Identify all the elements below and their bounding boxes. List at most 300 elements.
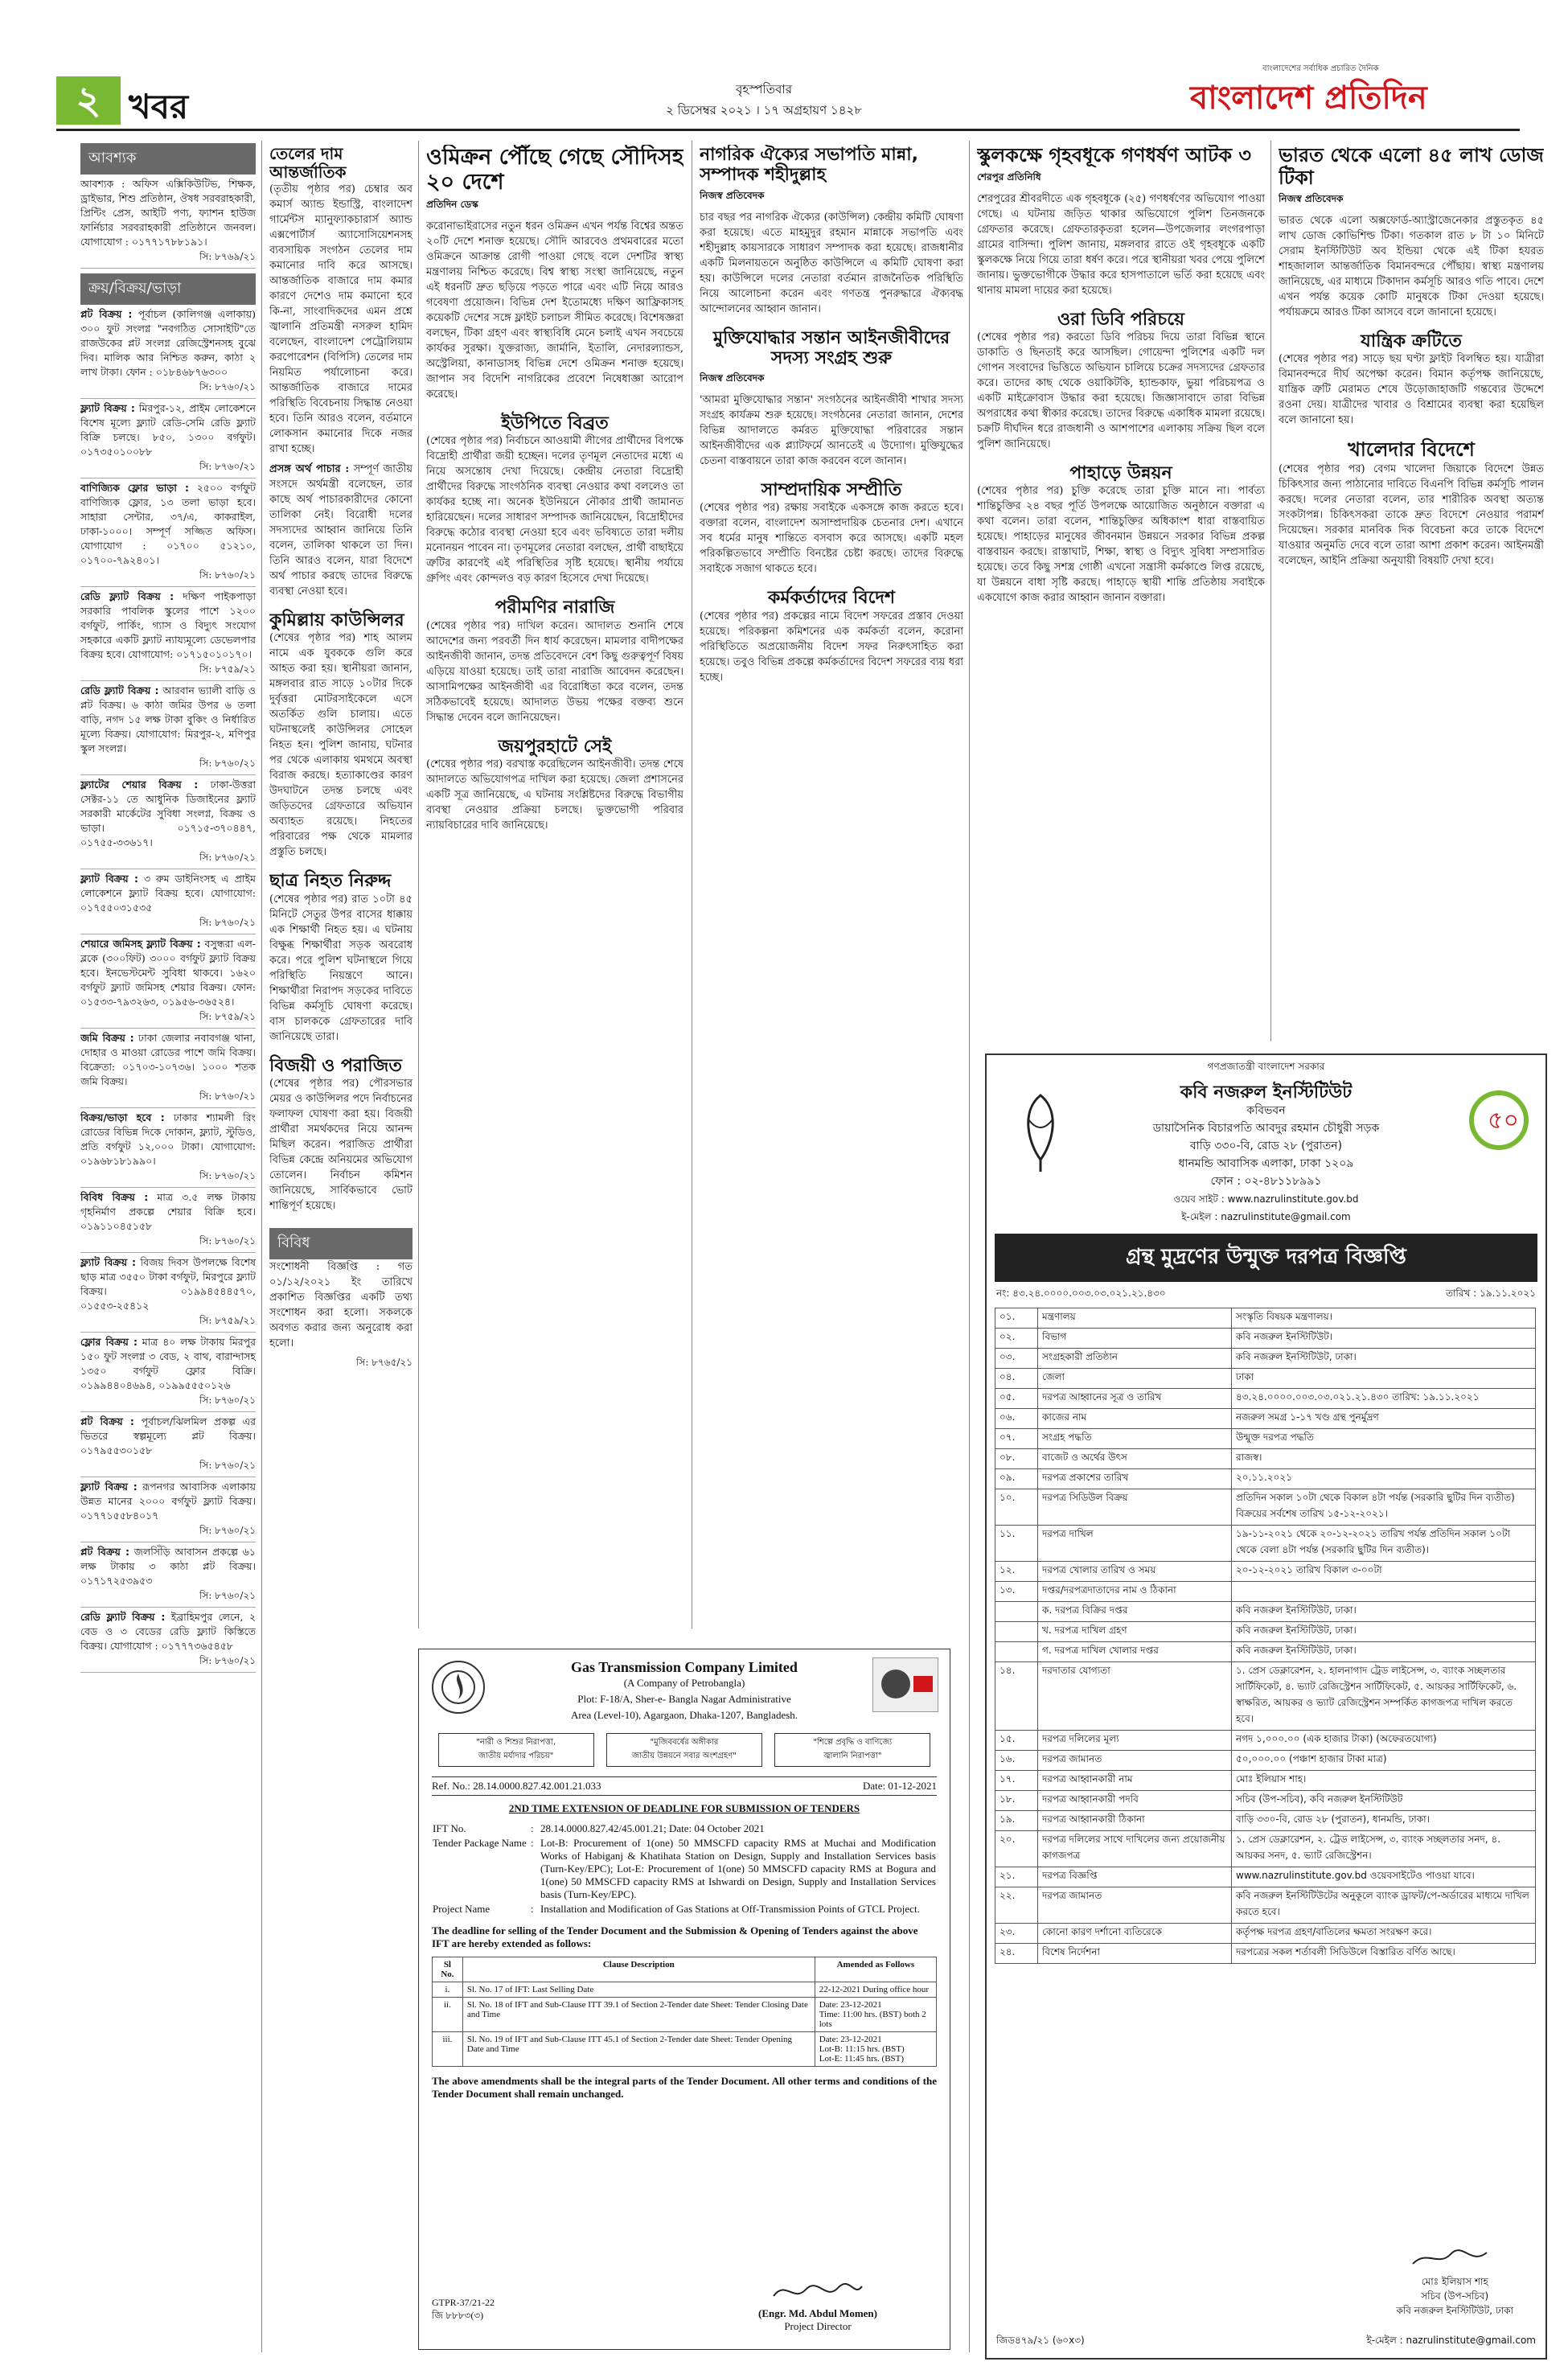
section-title: খবর	[129, 87, 189, 126]
tender-cell-k: বিভাগ	[1038, 1329, 1232, 1349]
tender-cell-n: ১৬.	[995, 1751, 1038, 1771]
tender-row	[995, 1622, 1536, 1642]
communal-body: (শেষের পৃষ্ঠার পর) রক্ষায় সবাইকে একসঙ্গে কাজ করতে হবে। বক্তারা বলেন, বাংলাদেশ অসাম্প্রদায়িক চেতনার দেশ। এখানে সব ধর্মের মানুষ শান্তিতে বসবাস করে আসছে। একটি মহল পরিকল্পিতভাবে সম্প্রীতি বিনষ্টের চেষ্টা করছে। তাদের বিরুদ্ধে সবাইকে সজাগ থাকতে হবে।	[700, 502, 963, 576]
mechanical-headline: যান্ত্রিক ক্রটিতে	[1361, 331, 1462, 352]
classified-list	[80, 305, 256, 1673]
tender-cell-v: ২০-১২-২০২১ তারিখ বিকাল ৩-০০টা	[1232, 1562, 1536, 1582]
tender-cell-v: ১৯-১১-২০২১ থেকে ২০-১২-২০২১ তারিখ পর্যন্ত প্রতিদিন সকাল ১০টা থেকে বেলা ৪টা পর্যন্ত (সরকারি ছুটির দিন ব্যতীত)।	[1232, 1526, 1536, 1562]
tender-row	[995, 1924, 1536, 1944]
tender-cell-k: দরপত্র সিডিউল বিক্রয়	[1038, 1489, 1232, 1526]
column-five	[977, 145, 1265, 1045]
tender-row	[995, 1831, 1536, 1867]
classified-text: রূপনগর আবাসিক এলাকায় উন্নত মানের ২০০০ বর্গফুট ফ্ল্যাট বিক্রয়। ০১৭৭১৫৫৮৪০১৭	[80, 1481, 256, 1522]
gtcl-cell-amend: Date: 23-12-2021 Time: 11:00 hrs. (BST) both 2 lots	[815, 1998, 936, 2032]
nazrul-tender-ad	[985, 1054, 1547, 2360]
ift-label: IFT No.	[433, 1822, 466, 1834]
tender-table	[995, 1308, 1536, 1964]
tender-cell-k: দরপত্র আহ্বানকারী নাম	[1038, 1771, 1232, 1791]
tender-cell-n: ১৫.	[995, 1731, 1038, 1751]
classified-item	[80, 587, 256, 681]
svg-text:৫০: ৫০	[1488, 1107, 1519, 1135]
needed-ad	[80, 175, 256, 269]
tender-row	[995, 1389, 1536, 1409]
classified-title: প্লট বিক্রয় :	[80, 1546, 129, 1558]
column-three	[426, 145, 683, 1641]
tender-cell-k: দরপত্র আহ্বানের সূত্র ও তারিখ	[1038, 1389, 1232, 1409]
hill-headline: পাহাড়ে উন্নয়ন	[1069, 462, 1172, 483]
tender-inst: কবি নজরুল ইনস্টিটিউট	[1180, 1082, 1353, 1103]
tender-row	[995, 1369, 1536, 1389]
gtcl-cell-amend: Date: 23-12-2021 Lot-B: 11:15 hrs. (BST) Lot-E: 11:45 hrs. (BST)	[815, 2032, 936, 2067]
freedom-body: 'আমরা মুক্তিযোদ্ধার সন্তান' সংগঠনের আইনজীবী শাখার সদস্য সংগ্রহ কার্যক্রম শুরু হয়েছে। সংগঠনের নেতারা জানান, দেশের বিভিন্ন আদালতে কর্মরত মুক্তিযোদ্ধা পরিবারের সন্তান আইনজীবীদের এক প্ল্যাটফর্মে আনতেই এ উদ্যোগ। মুক্তিযুদ্ধের চেতনা বাস্তবায়নে তারা কাজ করবেন বলে জানান।	[700, 394, 963, 468]
india-headline: ভারত থেকে এলো ৪৫ লাখ ডোজ টিকা	[1279, 145, 1544, 189]
pkg-value: Lot-B: Procurement of 1(one) 50 MMSCFD capacity RMS at Muchai and Modification Works of Habiganj & Khatihata Station on Design, Supply and Installation Services basis (Turn-Key/EPC); Lot-E: Procurement of 1(one) 50 MMSCFD capacity RMS at Bogura and 1(one) 50 MMSCFD capacity RMS at Ishwardi on Design, Supply and Installation Services basis (Turn-Key/EPC).	[540, 1837, 936, 1900]
tender-cell-v: ৪৩.২৪.০০০০.০০৩.০৩.০২১.২১.৪৩০ তারিখ: ১৯.১১.২০২১	[1232, 1389, 1536, 1409]
tender-row	[995, 1662, 1536, 1731]
classified-title: বিবিধ বিক্রয় :	[80, 1191, 149, 1203]
omicron-body: করোনাভাইরাসের নতুন ধরন ওমিক্রন এখন পর্যন্ত বিশ্বের অন্তত ২০টি দেশে শনাক্ত হয়েছে। সৌদি আরবেও প্রথমবারের মতো ওমিক্রনে আক্রান্ত রোগী পাওয়া গেছে বলে দেশটির স্বাস্থ্য মন্ত্রণালয় নিশ্চিত করেছে। বিশ্ব স্বাস্থ্য সংস্থা জানিয়েছে, নতুন এই ধরনটি দ্রুত ছড়িয়ে পড়তে পারে এবং এটি নিয়ে আরও গবেষণা প্রয়োজন। বিভিন্ন দেশ ইতোমধ্যে দক্ষিণ আফ্রিকাসহ কয়েকটি দেশের সঙ্গে ফ্লাইট চলাচল সীমিত করেছে। বিশেষজ্ঞরা বলছেন, টিকা গ্রহণ এবং স্বাস্থ্যবিধি মেনে চলাই এখন সবচেয়ে কার্যকর সুরক্ষা। যুক্তরাজ্য, জার্মানি, ইতালি, নেদারল্যান্ডস, অস্ট্রেলিয়া, কানাডাসহ বিভিন্ন দেশে ওমিক্রন শনাক্ত হয়েছে। জাপান সব বিদেশি নাগরিকের প্রবেশে নিষেধাজ্ঞা আরোপ করেছে।	[426, 220, 683, 401]
ovi-headline: ওরা ডিবি পরিচয়ে	[1057, 309, 1185, 330]
classified-ref: সি: ৮৭৬০/২১	[199, 569, 256, 581]
tender-row	[995, 1887, 1536, 1924]
dateline	[515, 79, 1013, 121]
tender-row	[995, 1771, 1536, 1791]
mujib-logo-icon	[872, 1657, 938, 1712]
column-rule	[261, 141, 262, 2352]
mechanical-body: (শেষের পৃষ্ঠার পর) সাড়ে ছয় ঘণ্টা ফ্লাইট বিলম্বিত হয়। যাত্রীরা বিমানবন্দরে দীর্ঘ অপেক্ষা করেন। বিমান কর্তৃপক্ষ জানিয়েছে, যান্ত্রিক ত্রুটি মেরামত শেষে উড়োজাহাজটি গন্তব্যের উদ্দেশে রওনা দেয়। যাত্রীদের খাবার ও বিশ্রামের ব্যবস্থা করা হয়েছিল বলে জানানো হয়।	[1279, 353, 1544, 427]
tender-title: গ্রন্থ মুদ্রণের উন্মুক্ত দরপত্র বিজ্ঞপ্তি	[995, 1234, 1537, 1282]
oil-sub: প্রসঙ্গ অর্থ পাচার :	[269, 463, 350, 475]
sale-label: ক্রয়/বিক্রয়/ভাড়া	[80, 273, 256, 305]
column-six	[1279, 145, 1544, 1045]
school-byline: শেরপুর প্রতিনিধি	[977, 170, 1041, 183]
classified-ref: সি: ৮৭৬০/২১	[199, 758, 256, 769]
needed-ref: সি: ৮৭৬৯/২১	[199, 251, 256, 262]
column-rule	[1270, 141, 1271, 1041]
gtcl-table-header: Amended as Follows	[815, 1957, 936, 1982]
tender-cell-v: উন্মুক্ত দরপত্র পদ্ধতি	[1232, 1429, 1536, 1449]
classified-title: ফ্ল্যাটের শেয়ার বিক্রয় :	[80, 778, 199, 791]
classified-title: ফ্ল্যাট বিক্রয় :	[80, 1481, 138, 1493]
classified-item	[80, 869, 256, 934]
classified-text: মাত্র ৩.৫ লক্ষ টাকায় গৃহনির্মাণ প্রকল্পে শেয়ার বিক্রি হবে। ০১৯১১০৪৫১৫৮	[80, 1191, 256, 1232]
tender-signer: মোঃ ইলিয়াস শাহ	[1421, 2276, 1488, 2287]
tender-cell-k: জেলা	[1038, 1369, 1232, 1389]
tender-cell-v: প্রতিদিন সকাল ১০টা থেকে বিকাল ৪টা পর্যন্ত (সরকারি ছুটির দিন ব্যতীত) বিক্রয়ের সর্বশেষ তারিখ ১৫-১২-২০২১।	[1232, 1489, 1536, 1526]
gtcl-table-row	[433, 1998, 937, 2032]
tender-cell-n: ২৩.	[995, 1924, 1038, 1944]
classified-ref: সি: ৮৭৬০/২১	[199, 1460, 256, 1471]
classified-ref: সি: ৮৭৬০/২১	[199, 852, 256, 863]
tender-cell-n: ১৭.	[995, 1771, 1038, 1791]
tender-row	[995, 1562, 1536, 1582]
classified-title: ফ্লোর বিক্রয় :	[80, 1336, 138, 1348]
unity-headline: নাগরিক ঐক্যের সভাপতি মান্না, সম্পাদক শহীদুল্লাহ	[700, 145, 919, 186]
tender-cell-n: ১৯.	[995, 1811, 1038, 1831]
gtcl-title: 2ND TIME EXTENSION OF DEADLINE FOR SUBMISSION OF TENDERS	[508, 1802, 860, 1814]
needed-label: আবশ্যক	[80, 143, 256, 175]
tender-cell-n: ০৬.	[995, 1409, 1038, 1429]
classified-title: ফ্ল্যাট বিক্রয় :	[80, 402, 135, 414]
tender-cell-k: সংগ্রহকারী প্রতিষ্ঠান	[1038, 1349, 1232, 1369]
comilla-body: (শেষের পৃষ্ঠার পর) শাহ আলম নামে এক যুবককে গুলি করে আহত করা হয়। স্থানীয়রা জানান, মঙ্গলবার রাত সাড়ে ১০টার দিকে দুর্বৃত্তরা মোটরসাইকেলে এসে অতর্কিত গুলি চালায়। এতে ঘটনাস্থলেই কাউন্সিলর সোহেল নিহত হন। পুলিশ জানায়, ঘটনার পর থেকে এলাকায় থমথমে অবস্থা বিরাজ করছে। হত্যাকাণ্ডের কারণ উদঘাটনে তদন্ত চলছে এবং জড়িতদের গ্রেফতারে অভিযান অব্যাহত রয়েছে। নিহতের পরিবারের পক্ষ থেকে মামলার প্রস্তুতি চলছে।	[269, 632, 413, 859]
classified-item	[80, 1029, 256, 1108]
tender-row	[995, 1867, 1536, 1887]
tender-cell-n: ১০.	[995, 1489, 1038, 1526]
tender-cell-k: দপ্তর/দরপত্রদাতাদের নাম ও ঠিকানা	[1038, 1582, 1232, 1602]
tender-cell-k: খ. দরপত্র দাখিল গ্রহণ	[1038, 1622, 1232, 1642]
tender-cell-k: কাজের নাম	[1038, 1409, 1232, 1429]
tender-cell-k: দরপত্র আহ্বানকারী ঠিকানা	[1038, 1811, 1232, 1831]
classified-item	[80, 305, 256, 399]
ovi-body: (শেষের পৃষ্ঠার পর) করতো ডিবি পরিচয় দিয়ে তারা বিভিন্ন স্থানে ডাকাতি ও ছিনতাই করে আসছিল। গোয়েন্দা পুলিশের একটি দল গোপন সংবাদের ভিত্তিতে অভিযান চালিয়ে চক্রের সদস্যদের গ্রেফতার করে। তাদের কাছ থেকে ওয়াকিটকি, হ্যান্ডকাফ, ভুয়া পরিচয়পত্র ও একটি মাইক্রোবাস উদ্ধার করা হয়েছে। জিজ্ঞাসাবাদে তারা বিভিন্ন অপরাধের কথা স্বীকার করেছে। তাদের বিরুদ্ধে একাধিক মামলা রয়েছে। চক্রটি দীর্ঘদিন ধরে রাজধানী ও আশপাশের এলাকায় সক্রিয় ছিল বলে পুলিশ জানিয়েছে।	[977, 331, 1265, 450]
tender-cell-v: কবি নজরুল ইনস্টিটিউট, ঢাকা।	[1232, 1642, 1536, 1662]
tender-memo-date: তারিখ : ১৯.১১.২০২১	[1445, 1288, 1536, 1299]
tender-cell-n	[995, 1642, 1038, 1662]
tender-cell-n: ০৯.	[995, 1469, 1038, 1489]
tender-cell-v	[1232, 1582, 1536, 1602]
tender-email-line: ই-মেইল : nazrulinstitute@gmail.com	[1366, 2335, 1536, 2346]
gtcl-table-row	[433, 2032, 937, 2067]
tender-cell-n: ১২.	[995, 1562, 1038, 1582]
classified-text: দক্ষিণ পাইকপাড়া সরকারি পাবলিক স্কুলের পাশে ১২০০ বর্গফুট, পার্কিং, গ্যাস ও বিদ্যুৎ সংযোগ সহকারে একটি ফ্ল্যাট ন্যায্যমূল্যে ডেভেলপার বিক্রয় হবে। যোগাযোগ: ০১৭১৫০১০১৭০।	[80, 590, 256, 660]
tender-row	[995, 1489, 1536, 1526]
tender-addr3: ধানমন্ডি আবাসিক এলাকা, ঢাকা ১২০৯	[1178, 1157, 1354, 1170]
classified-item	[80, 1608, 256, 1673]
tender-cell-v: বাড়ি ৩৩০-বি, রোড ২৮ (পুরাতন), ধানমন্ডি, ঢাকা।	[1232, 1811, 1536, 1831]
tender-cell-n: ০১.	[995, 1308, 1038, 1329]
signature-icon	[770, 2280, 866, 2304]
hill-body: (শেষের পৃষ্ঠার পর) চুক্তি করেছে তারা চুক্তি মানে না। পার্বত্য শান্তিচুক্তির ২৪ বছর পূর্তি উপলক্ষে আয়োজিত অনুষ্ঠানে বক্তারা এ কথা বলেন। তারা বলেন, শান্তিচুক্তির অধিকাংশ ধারা বাস্তবায়িত হয়েছে। পাহাড়ের মানুষের জীবনমান উন্নয়নে সরকার বিভিন্ন প্রকল্প বাস্তবায়ন করছে। রাস্তাঘাট, শিক্ষা, স্বাস্থ্য ও বিদ্যুৎ সুবিধা সম্প্রসারিত হয়েছে। তবে কিছু সশস্ত্র গোষ্ঠী এখনো সন্ত্রাসী কর্মকাণ্ডে লিপ্ত রয়েছে, যা উন্নয়নে বাধা সৃষ্টি করছে। পাহাড়ে স্থায়ী শান্তি প্রতিষ্ঠায় সবাইকে একযোগে কাজ করার আহ্বান জানান বক্তারা।	[977, 485, 1265, 605]
gtcl-deadline-text: The deadline for selling of the Tender Document and the Submission & Opening of Tenders against the above IFT are hereby extended as follows:	[432, 1924, 918, 1949]
tender-cell-k: দরদাতার যোগ্যতা	[1038, 1662, 1232, 1731]
classified-title: ফ্ল্যাট বিক্রয় :	[80, 873, 138, 885]
tender-cell-k: দরপত্র দাখিল	[1038, 1526, 1232, 1562]
tender-addr2: বাড়ি ৩৩০-বি, রোড ২৮ (পুরাতন)	[1189, 1140, 1343, 1152]
classified-title: ফ্ল্যাট বিক্রয় :	[80, 1256, 137, 1268]
tender-cell-n: ১৩.	[995, 1582, 1038, 1602]
tender-cell-k: ক. দরপত্র বিক্রির দপ্তর	[1038, 1602, 1232, 1622]
gtcl-details: IFT No. : 28.14.0000.827.42/45.001.21; Date: 04 October 2021 Tender Package Name : Lot-B: Procurement of 1(one) 50 MMSCFD capacity RMS at Muchai and Modification Works of Habiganj & Khatihata Station on Design, Supply and Installation Services basis (Turn-Key/EPC); Lot-E: Procurement of 1(one) 50 MMSCFD capacity RMS at Bogura and 1(one) 50 MMSCFD capacity RMS at Ishwardi on Design, Supply and Installation Services basis (Turn-Key/EPC). Project Name : Installation and Modification of Gas Stations at Off-Transmission Points of GTCL Project.	[433, 1822, 936, 1915]
pkg-label: Tender Package Name	[433, 1837, 527, 1849]
gtcl-logo-icon	[432, 1661, 485, 1714]
classified-item	[80, 1333, 256, 1412]
tender-cell-n: ০৮.	[995, 1449, 1038, 1469]
tender-cell-k: বাজেট ও অর্থের উৎস	[1038, 1449, 1232, 1469]
classified-ref: সি: ৮৭৬০/২১	[199, 1590, 256, 1601]
tender-cell-v: ১. প্রেস ডেক্লারেশন, ২. ট্রেড লাইসেন্স, ৩. ব্যাংক সচ্ছলতার সনদ, ৪. আয়কর সনদ, ৫. ভ্যাট রেজিস্ট্রেশন।	[1232, 1831, 1536, 1867]
tender-signer-inst: কবি নজরুল ইনস্টিটিউট, ঢাকা	[1396, 2305, 1513, 2316]
column-rule	[969, 141, 970, 2352]
tender-cell-n: ২৪.	[995, 1944, 1038, 1964]
tender-cell-v: সংস্কৃতি বিষয়ক মন্ত্রণালয়।	[1232, 1308, 1536, 1329]
classified-ref: সি: ৮৭৬০/২১	[199, 917, 256, 928]
victory-body: (শেষের পৃষ্ঠার পর) পৌরসভার মেয়র ও কাউন্সিলর পদে নির্বাচনের ফলাফল ঘোষণা করা হয়। বিজয়ী প্রার্থীরা সমর্থকদের নিয়ে আনন্দ মিছিল করেন। পরাজিত প্রার্থীরা বিভিন্ন কেন্দ্রে অনিয়মের অভিযোগ তোলেন। নির্বাচন কমিশন জানিয়েছে, সার্বিকভাবে ভোট শান্তিপূর্ণ হয়েছে।	[269, 1077, 413, 1212]
gtcl-date: Date: 01-12-2021	[862, 1780, 937, 1792]
tender-cell-v: নগদ ১,০০০.০০ (এক হাজার টাকা) (অফেরতযোগ্য)	[1232, 1731, 1536, 1751]
tender-cell-k: গ. দরপত্র দাখিল খোলার দপ্তর	[1038, 1642, 1232, 1662]
gtcl-cell-sl: ii.	[433, 1998, 463, 2032]
classified-text: ঢাকা জেলার নবাবগঞ্জ থানা, দোহার ও মাওয়া রোডের পাশে জমি বিক্রয়। বিক্রেতা: ০১৭০৩-১০৭৩৬। ১০০০ শতক জমি বিক্রয়।	[80, 1032, 256, 1087]
tender-cell-k: দরপত্র বিজ্ঞপ্তি	[1038, 1867, 1232, 1887]
classified-title: জমি বিক্রয় :	[80, 1032, 134, 1044]
classified-item	[80, 399, 256, 478]
school-body: শেরপুরের শ্রীবরদীতে এক গৃহবধূকে (২৫) গণধর্ষণের অভিযোগ পাওয়া গেছে। এ ঘটনায় জড়িত থাকার অভিযোগে পুলিশ তিনজনকে গ্রেফতার করেছে। গ্রেফতারকৃতরা হলেন—উপজেলার লংগরপাড়া গ্রামের বাসিন্দা। পুলিশ জানায়, মঙ্গলবার রাতে ওই গৃহবধূকে একটি স্কুলকক্ষে নিয়ে গিয়ে তারা ধর্ষণ করে। পরে স্থানীয়রা খবর পেয়ে পুলিশে জানায়। ভুক্তভোগীকে উদ্ধার করে হাসপাতালে ভর্তি করা হয়েছে এবং থানায় মামলা দায়ের করা হয়েছে।	[977, 192, 1265, 297]
classified-ref: সি: ৮৭৬০/২১	[199, 1525, 256, 1536]
tender-cell-n: ০৫.	[995, 1389, 1038, 1409]
gtcl-table-row	[433, 1982, 937, 1998]
gtcl-cell-amend: 22-12-2021 During office hour	[815, 1982, 936, 1998]
tender-cell-n: ১৪.	[995, 1662, 1038, 1731]
classified-item	[80, 1188, 256, 1253]
student-body: (শেষের পৃষ্ঠার পর) রাত ১০টা ৪৫ মিনিটে সেতুর উপর বাসের ধাক্কায় এক শিক্ষার্থী নিহত হয়। এ ঘটনায় বিক্ষুব্ধ শিক্ষার্থীরা সড়ক অবরোধ করে। পরে পুলিশ ঘটনাস্থলে গিয়ে পরিস্থিতি নিয়ন্ত্রণে আনে। শিক্ষার্থীরা নিরাপদ সড়কের দাবিতে বিভিন্ন কর্মসূচি ঘোষণা করেছে। বাস চালককে গ্রেফতারের দাবি জানিয়েছে তারা।	[269, 893, 413, 1043]
comilla-headline: কুমিল্লায় কাউন্সিলর	[269, 610, 404, 630]
joypurhat-body: (শেষের পৃষ্ঠার পর) বরখাস্ত করেছিলেন আইনজীবী। তদন্ত শেষে আদালতে অভিযোগপত্র দাখিল করা হয়েছে। জেলা প্রশাসনের একটি সূত্র জানিয়েছে, এ ঘটনায় সংশ্লিষ্টদের বিরুদ্ধে বিভাগীয় ব্যবস্থা নেওয়ার প্রক্রিয়া চলছে। ভুক্তভোগী পরিবার ন্যায়বিচারের দাবি জানিয়েছে।	[426, 758, 683, 832]
tender-row	[995, 1811, 1536, 1831]
day: বৃহস্পতিবার	[736, 82, 792, 97]
omicron-headline: ওমিক্রন পৌঁছে গেছে সৌদিসহ ২০ দেশে	[426, 145, 683, 195]
tender-cell-v: ১. প্রেস ডেক্লারেশন, ২. হালনাগাদ ট্রেড লাইসেন্স, ৩. ব্যাংক সচ্ছলতার সার্টিফিকেট, ৪. ভ্যাট রেজিস্ট্রেশন সার্টিফিকেট, ৫. আয়কর সার্টিফিকেট, ৬. স্বাক্ষরিত, আয়কর ও ভ্যাট রেজিস্ট্রেশন সম্পর্কিত কাগজপত্র দাখিল করতে হবে।	[1232, 1662, 1536, 1731]
tender-cell-v: কবি নজরুল ইনস্টিটিউট, ঢাকা।	[1232, 1349, 1536, 1369]
brand-logo: বাংলাদেশ প্রতিদিন	[1190, 80, 1427, 117]
gtcl-address2: Area (Level-10), Agargaon, Dhaka-1207, Bangladesh.	[570, 1709, 798, 1721]
tender-cell-n: ০৪.	[995, 1369, 1038, 1389]
tender-cell-k: দরপত্র আহ্বানকারী পদবি	[1038, 1791, 1232, 1811]
tender-cell-v: কর্তৃপক্ষ দরপত্র গ্রহণ/বাতিলের ক্ষমতা সংরক্ষণ করে।	[1232, 1924, 1536, 1944]
classified-text: ইব্রাহিমপুর লেনে, ২ বেড ও ৩ বেডের রেডি ফ্ল্যাট কিস্তিতে বিক্রয়। যোগাযোগ : ০১৭৭৭৩৬৫৪৫৮	[80, 1611, 256, 1652]
oil-body: (তৃতীয় পৃষ্ঠার পর) চেম্বার অব কমার্স অ্যান্ড ইন্ডাস্ট্রি, বাংলাদেশ গার্মেন্টস ম্যানুফ্যাকচারার্স অ্যান্ড এক্সপোর্টার্স অ্যাসোসিয়েশনসহ ব্যবসায়িক সংগঠন তেলের দাম কমানোর দাবি করে আসছে। আন্তর্জাতিক বাজারে দাম কমার কারণে দেশেও দাম কমানো হবে কি-না, সাংবাদিকদের এমন প্রশ্নে জ্বালানি প্রতিমন্ত্রী নসরুল হামিদ বলেছেন, বাংলাদেশ পেট্রোলিয়াম করপোরেশন (বিপিসি) তেলের দাম নিয়মিত পর্যালোচনা করে। আন্তর্জাতিক বাজারে দামের পরিস্থিতি বিবেচনায় সিদ্ধান্ত নেওয়া হবে। তিনি আরও বলেন, বর্তমানে লোকসান কমানোর দিকে নজর রাখা হচ্ছে। প্রসঙ্গ অর্থ পাচার : সম্পূর্ণ জাতীয় সংসদে অর্থমন্ত্রী বলেছেন, তার কাছে অর্থ পাচারকারীদের কোনো তালিকা নেই। বিরোধী দলের সদস্যদের আহ্বান জানিয়ে তিনি বলেন, তালিকা থাকলে তা দিন। তিনি আরও বলেন, যারা বিদেশে অর্থ পাচার করছে তাদের বিরুদ্ধে ব্যবস্থা নেওয়া হবে।	[269, 183, 413, 598]
khaleda-headline: খালেদার বিদেশে	[1348, 438, 1475, 462]
gtcl-cell-desc: Sl. No. 17 of IFT: Last Selling Date	[462, 1982, 815, 1998]
tender-cell-k: সংগ্রহ পদ্ধতি	[1038, 1429, 1232, 1449]
tender-cell-n: ২২.	[995, 1887, 1038, 1924]
tender-gov-line: গণপ্রজাতন্ত্রী বাংলাদেশ সরকার	[1207, 1061, 1325, 1072]
classified-item	[80, 681, 256, 775]
poribesh-body: (শেষের পৃষ্ঠার পর) দাখিল করেন। আদালত শুনানি শেষে আদেশের জন্য পরবর্তী দিন ধার্য করেছেন। মামলার বাদীপক্ষের আইনজীবী জানান, তদন্ত প্রতিবেদনে বেশ কিছু গুরুত্বপূর্ণ বিষয় এড়িয়ে যাওয়া হয়েছে। তাই তারা নারাজি আবেদন করেছেন। আসামিপক্ষের আইনজীবী এর বিরোধিতা করে বলেন, তদন্ত সঠিকভাবেই হয়েছে। আদালত উভয় পক্ষের বক্তব্য শুনে সিদ্ধান্ত দেবেন বলে জানিয়েছেন।	[426, 619, 683, 724]
tender-cell-n: ০৩.	[995, 1349, 1038, 1369]
classified-title: প্লট বিক্রয় :	[80, 308, 133, 320]
tender-cell-k: কোনো কারণ দর্শানো ব্যতিরেকে	[1038, 1924, 1232, 1944]
tender-gd: জিড৪৭৯/২১ (৬০x৩)	[996, 2335, 1085, 2346]
classified-title: বিক্রয়/ভাড়া হবে :	[80, 1111, 165, 1123]
tender-cell-v: কবি নজরুল ইনস্টিটিউট।	[1232, 1329, 1536, 1349]
gtcl-subtitle: (A Company of Petrobangla)	[623, 1677, 745, 1689]
gtcl-company: Gas Transmission Company Limited	[571, 1659, 798, 1675]
tender-cell-n: ২০.	[995, 1831, 1038, 1867]
gtcl-slogan: "নারী ও শিশুর নিরাপত্তা, জাতীয় মর্যাদার পরিচয়"	[438, 1733, 594, 1767]
classified-title: রেডি ফ্ল্যাট বিক্রয় :	[80, 1611, 166, 1623]
tender-cell-k: দরপত্র দলিলের সাথে দাখিলের জন্য প্রয়োজনীয় কাগজপত্র	[1038, 1831, 1232, 1867]
tender-row	[995, 1429, 1536, 1449]
omicron-byline: প্রতিদিন ডেস্ক	[426, 199, 478, 211]
classified-item	[80, 478, 256, 587]
classified-title: রেডি ফ্ল্যাট বিক্রয় :	[80, 684, 159, 696]
tender-cell-k: বিশেষ নির্দেশনা	[1038, 1944, 1232, 1964]
tender-row	[995, 1751, 1536, 1771]
khaleda-body: (শেষের পৃষ্ঠার পর) বেগম খালেদা জিয়াকে বিদেশে উন্নত চিকিৎসার জন্য পাঠানোর দাবিতে বিএনপি বিভিন্ন কর্মসূচি পালন করছে। দলের নেতারা বলেন, তার শারীরিক অবস্থা অত্যন্ত সংকটাপন্ন। চিকিৎসকরা তাকে দ্রুত বিদেশে নেওয়ার পরামর্শ দিয়েছেন। সরকার মানবিক দিক বিবেচনা করে তাকে বিদেশে যাওয়ার অনুমতি দেবে বলে তারা আশা প্রকাশ করেন। আইনমন্ত্রী বলেছেন, আইনি প্রক্রিয়া অনুযায়ী বিষয়টি দেখা হবে।	[1279, 463, 1544, 568]
tender-cell-v: নজরুল সমগ্র ১-১৭ খণ্ড গ্রন্থ পুনর্মুদ্রণ	[1232, 1409, 1536, 1429]
classified-ref: সি: ৮৭৫৯/২১	[199, 1315, 256, 1326]
gtcl-slogan: "মুজিববর্ষের অঙ্গীকার জাতীয় উন্নয়নে সবার অংশগ্রহণ"	[606, 1733, 762, 1767]
communal-headline: সাম্প্রদায়িক সম্প্রীতি	[761, 480, 902, 501]
classified-item	[80, 1542, 256, 1608]
tender-cell-v: কবি নজরুল ইনস্টিটিউট, ঢাকা।	[1232, 1602, 1536, 1622]
classified-title: রেডি ফ্ল্যাট বিক্রয় :	[80, 590, 174, 602]
classified-item	[80, 1253, 256, 1333]
classified-item	[80, 1108, 256, 1188]
workers-headline: কর্মকর্তাদের বিদেশ	[768, 588, 895, 609]
tender-row	[995, 1731, 1536, 1751]
classified-text: জলসিঁড়ি আবাসন প্রকল্পে ৬১ লক্ষ টাকায় ৩ কাঠা প্লট বিক্রয়। ০১৭১৭২৫৩৯৫৩	[80, 1546, 256, 1587]
page-number: ২	[56, 76, 121, 125]
classified-ref: সি: ৮৭৫৯/২১	[199, 1011, 256, 1022]
tender-row	[995, 1944, 1536, 1964]
classified-text: ঢাকার শ্যামলী রিং রোডের বিভিন্ন দিকে দোকান, ফ্ল্যাট, স্টুডিও, প্রতি বর্গফুট ১২,০০০ টাকা। যোগাযোগ: ০১৯৬৮১৮১৯৯০।	[80, 1111, 256, 1167]
signature-icon	[1406, 2246, 1503, 2270]
classified-text: ২৫০০ বর্গফুট বাণিজ্যিক ফ্লোর, ১৩ তলা ভাড়া হবে। সাহারা সেন্টার, ৩৭/এ, কাকরাইল, ঢাকা-১০০০। সম্পূর্ণ সজ্জিত অফিস। যোগাযোগ : ০১৭০০ ৫১২১০, ০১৭০০-৭৯২৪০১।	[80, 482, 256, 566]
gtcl-ref: Ref. No.: 28.14.0000.827.42.001.21.033	[432, 1780, 601, 1792]
workers-body: (শেষের পৃষ্ঠার পর) প্রকল্পের নামে বিদেশ সফরের প্রস্তাব দেওয়া হয়েছে। পরিকল্পনা কমিশনের এক কর্মকর্তা বলেন, করোনা পরিস্থিতিতে অপ্রয়োজনীয় বিদেশ সফর নিরুৎসাহিত করা হয়েছে। তবুও বিভিন্ন প্রকল্পে কর্মকর্তাদের বিদেশ সফরের ব্যয় ধরা হচ্ছে।	[700, 610, 963, 684]
tender-inst-sub: কবিভবন	[1246, 1104, 1286, 1117]
misc-label: বিবিধ	[269, 1228, 413, 1259]
freedom-byline: নিজস্ব প্রতিবেদক	[700, 372, 765, 384]
classified-text: পূর্বাচল/ঝিলমিল প্রকল্প এর ভিতরে স্বল্পমূল্যে প্লট বিক্রয়। ০১৭৯৫৫৩০১৫৮	[80, 1415, 256, 1456]
tender-row	[995, 1449, 1536, 1469]
column-two	[269, 145, 413, 2352]
classified-ref: সি: ৮৭৫৯/২১	[199, 663, 256, 675]
joypurhat-headline: জয়পুরহাটে সেই	[498, 736, 612, 757]
school-headline: স্কুলকক্ষে গৃহবধূকে গণধর্ষণ আটক ৩	[977, 145, 1251, 166]
classified-text: মাত্র ৪০ লক্ষ টাকায় মিরপুর ১৫০ ফুট সংলগ্ন ৩ বেড, ২ বাথ, বারান্দাসহ ১৩৫০ বর্গফুট ফ্লোর বিক্রি। ০১৯৯৪৪০৪৬৯৪, ০১৯৯৫৫৫০১২৬	[80, 1336, 256, 1391]
gtcl-slogan: "শিল্পে প্রবৃদ্ধি ও বাণিজ্যে জ্বালানি নিরাপত্তা"	[774, 1733, 930, 1767]
proj-value: Installation and Modification of Gas Stations at Off-Transmission Points of GTCL Project.	[540, 1903, 920, 1915]
tender-email: ই-মেইল : nazrulinstitute@gmail.com	[1181, 1211, 1351, 1222]
oil-sub-body: সম্পূর্ণ জাতীয় সংসদে অর্থমন্ত্রী বলেছেন, তার কাছে অর্থ পাচারকারীদের কোনো তালিকা নেই। বিরোধী দলের সদস্যদের আহ্বান জানিয়ে তিনি বলেন, তালিকা থাকলে তা দিন। তিনি আরও বলেন, যারা বিদেশে অর্থ পাচার করছে তাদের বিরুদ্ধে ব্যবস্থা নেওয়া হবে।	[269, 463, 413, 598]
tender-memo: নং: ৪৩.২৪.০০০০.০০৩.০৩.০২১.২১.৪৩০	[996, 1288, 1166, 1299]
tender-cell-n	[995, 1622, 1038, 1642]
unity-byline: নিজস্ব প্রতিবেদক	[700, 189, 765, 201]
tender-cell-k: দরপত্র প্রকাশের তারিখ	[1038, 1469, 1232, 1489]
gtcl-cell-desc: Sl. No. 18 of IFT and Sub-Clause ITT 39.1 of Section 2-Tender date Sheet: Tender Closing Date and Time	[462, 1998, 815, 2032]
anniversary-logo-icon	[1443, 1084, 1531, 1156]
student-headline: ছাত্র নিহত নিরুদ্দ	[269, 871, 392, 892]
classified-title: শেয়ারে জমিসহ ফ্ল্যাট বিক্রয় :	[80, 938, 201, 950]
classified-ref: সি: ৮৭৬০/২১	[199, 1170, 256, 1181]
tender-cell-n: ১৮.	[995, 1791, 1038, 1811]
classifieds-column	[80, 143, 256, 2355]
gtcl-cell-sl: i.	[433, 1982, 463, 1998]
misc-ref: সি: ৮৭৬৫/২১	[355, 1356, 413, 1368]
tender-cell-n: ২১.	[995, 1867, 1038, 1887]
gtcl-table-header: Clause Description	[462, 1957, 815, 1982]
tender-cell-v: ৫০,০০০.০০ (পঞ্চাশ হাজার টাকা মাত্র)	[1232, 1751, 1536, 1771]
classified-ref: সি: ৮৭৬০/২১	[199, 1394, 256, 1406]
classified-item	[80, 775, 256, 869]
union-headline: ইউপিতে বিব্রত	[501, 413, 609, 434]
column-four	[700, 145, 963, 1641]
classified-title: প্লট বিক্রয় :	[80, 1415, 134, 1427]
gtcl-address1: Plot: F-18/A, Sher-e- Bangla Nagar Administrative	[577, 1693, 791, 1705]
gtcl-cell-desc: Sl. No. 19 of IFT and Sub-Clause ITT 45.1 of Section 2-Tender date Sheet: Tender Opening Date and Time	[462, 2032, 815, 2067]
tender-cell-v: www.nazrulinstitute.gov.bd ওয়েবসাইটেও পাওয়া যাবে।	[1232, 1867, 1536, 1887]
tender-cell-v: কবি নজরুল ইনস্টিটিউট, ঢাকা।	[1232, 1622, 1536, 1642]
tender-cell-v: মোঃ ইলিয়াস শাহ।	[1232, 1771, 1536, 1791]
gtcl-tender-ad	[418, 1649, 950, 2350]
tender-cell-n: ১১.	[995, 1526, 1038, 1562]
tender-row	[995, 1642, 1536, 1662]
tender-cell-v: দরপত্রের সকল শর্তাবলী সিডিউলে বিস্তারিত বর্ণিত আছে।	[1232, 1944, 1536, 1964]
classified-ref: সি: ৮৭৬০/২১	[199, 381, 256, 392]
classified-text: পূর্বাচল (কালিগঞ্জ এলাকায়) ৩০০ ফুট সংলগ্ন "নবগঠিত সোসাইটি"তে রাজউকের প্লট সংলগ্ন রেজিস্ট্রেশনসহ বুঝে দিব। মালিক আর নিশ্চিত করুন, কাঠা ২ লাখ টাকা। ফোন : ০১৮৪৬৮৭৬৩০০	[80, 308, 256, 378]
tender-row	[995, 1791, 1536, 1811]
gtcl-signer-title: Project Director	[784, 2320, 852, 2332]
ift-value: 28.14.0000.827.42/45.001.21; Date: 04 October 2021	[540, 1822, 765, 1834]
classified-ref: সি: ৮৭৬০/২১	[199, 1235, 256, 1247]
tender-cell-n: ০২.	[995, 1329, 1038, 1349]
brand-tagline: বাংলাদেশের সর্বাধিক প্রচারিত দৈনিক	[1262, 64, 1379, 73]
classified-ref: সি: ৮৭৬০/২১	[199, 1655, 256, 1666]
poribesh-headline: পরীমণির নারাজি	[495, 598, 615, 618]
classified-title: বাণিজ্যিক ফ্লোর ভাড়া :	[80, 482, 189, 494]
oil-headline: তেলের দাম আন্তর্জাতিক	[269, 145, 347, 182]
tender-row	[995, 1329, 1536, 1349]
india-body: ভারত থেকে এলো অক্সফোর্ড-অ্যাস্ট্রাজেনেকার প্রস্তুতকৃত ৪৫ লাখ ডোজ কোভিশিল্ড টিকা। গতকাল রাত ৮ টা ১০ মিনিটে সেরাম ইনস্টিটিউট অব ইন্ডিয়া থেকে এই টিকা হযরত শাহজালাল আন্তর্জাতিক বিমানবন্দরে পৌঁছায়। স্বাস্থ্য মন্ত্রণালয় জানিয়েছে, এর মাধ্যমে টিকাদান কর্মসূচি আরও গতি পাবে। দেশে এখন পর্যন্ত কয়েক কোটি মানুষকে টিকা দেওয়া হয়েছে। পর্যায়ক্রমে আরও টিকা আসবে বলে জানানো হয়েছে।	[1279, 215, 1544, 319]
classified-ref: সি: ৮৭৬০/২১	[199, 1090, 256, 1102]
gtcl-cell-sl: iii.	[433, 2032, 463, 2067]
nazrul-logo-icon	[1004, 1087, 1077, 1176]
tender-cell-n	[995, 1602, 1038, 1622]
unity-body: চার বছর পর নাগরিক ঐক্যের (কাউন্সিল) কেন্দ্রীয় কমিটি ঘোষণা করা হয়েছে। এতে মাহমুদুর রহমান মান্নাকে সভাপতি এবং শহীদুল্লাহ কায়সারকে সাধারণ সম্পাদক করা হয়েছে। রাজধানীর একটি মিলনায়তনে অনুষ্ঠিত কাউন্সিলে এ কমিটি ঘোষণা করা হয়। কাউন্সিলে দলের নেতারা বর্তমান রাজনৈতিক পরিস্থিতি নিয়ে আলোচনা করেন এবং গণতন্ত্র পুনরুদ্ধারে ঐক্যবদ্ধ আন্দোলনের আহ্বান জানান।	[700, 211, 963, 315]
tender-cell-v: সচিব (উপ-সচিব), কবি নজরুল ইনস্টিটিউট	[1232, 1791, 1536, 1811]
tender-addr1: ডায়াসৈনিক বিচারপতি আবদুর রহমান চৌধুরী সড়ক	[1152, 1122, 1380, 1135]
tender-row	[995, 1409, 1536, 1429]
date: ২ ডিসেম্বর ২০২১ । ১৭ অগ্রহায়ণ ১৪২৮	[666, 103, 862, 117]
tender-row	[995, 1602, 1536, 1622]
victory-headline: বিজয়ী ও পরাজিত	[269, 1055, 402, 1076]
tender-row	[995, 1308, 1536, 1329]
gtcl-table-header: Sl No.	[433, 1957, 463, 1982]
tender-cell-v: ঢাকা	[1232, 1369, 1536, 1389]
needed-text: আবশ্যক : অফিস এক্সিকিউটিভ, শিক্ষক, ড্রাইভার, শিশু প্রতিষ্ঠান, ঔষধ সরবরাহকারী, প্রিন্টিং প্রেস, আইটি পণ্য, ফ্যাশন হাউজ ফার্নিচার সরবরাহকারী প্রতিষ্ঠানে জনবল। যোগাযোগ : ০১৭৭১৭৮৮১৯১।	[80, 178, 256, 248]
gtcl-footer: The above amendments shall be the integral parts of the Tender Document. All other terms and conditions of the Tender Document shall remain unchanged.	[432, 2075, 937, 2100]
classified-ref: সি: ৮৭৬০/২১	[199, 461, 256, 472]
freedom-headline: মুক্তিযোদ্ধার সন্তান আইনজীবীদের সদস্য সংগ্রহ শুরু	[712, 327, 950, 368]
tender-cell-v: কবি নজরুল ইনস্টিটিউটের অনুকূলে ব্যাংক ড্রাফট/পে-অর্ডারের মাধ্যমে দাখিল করতে হবে।	[1232, 1887, 1536, 1924]
proj-label: Project Name	[433, 1903, 491, 1915]
classified-item	[80, 1477, 256, 1542]
gtcl-amend-table	[432, 1957, 937, 2067]
classified-text: মিরপুর-১২, প্রাইম লোকেশনে বিশেষ মূল্যে ফ্ল্যাট রেডি-সেমি রেডি ফ্ল্যাট বিক্রি চলছে। ৮৫০, ১৩০০ বর্গফুট। ০১৭৩৫০১০০৮৮	[80, 402, 256, 458]
gtcl-signer: (Engr. Md. Abdul Momen)	[758, 2307, 877, 2319]
gtcl-gd: জি ৮৮৮৩(৩)	[432, 2310, 484, 2321]
tender-cell-k: মন্ত্রণালয়	[1038, 1308, 1232, 1329]
classified-text: আরবান ভ্যালী বাড়ি ও প্লট বিক্রয়। ৬ কাঠা জমির উপর ৬ তলা বাড়ি, নগদ ১৫ লক্ষ টাকা বুকিং ও নির্ধারিত মূল্যে বিক্রয়। যোগাযোগ: মিরপুর-২, মণিপুর স্কুল সংলগ্ন।	[80, 684, 256, 754]
tender-cell-k: দরপত্র জামানত	[1038, 1887, 1232, 1924]
tender-row	[995, 1349, 1536, 1369]
classified-text: বিজয় দিবস উপলক্ষে বিশেষ ছাড় মাত্র ৩৫৫০ টাকা বর্গফুট, মিরপুরে ফ্ল্যাট বিক্রয়। ০১৯৯৪৫৪৪৫৭০, ০১৫৫৩-২৫৪১২	[80, 1256, 256, 1312]
tender-cell-k: দরপত্র দলিলের মূল্য	[1038, 1731, 1232, 1751]
classified-text: ঢাকা-উত্তরা সেক্টর-১১ তে আধুনিক ডিজাইনের ফ্ল্যাট সরকারী মার্কেটের সুবিধা সংলগ্ন, বিক্রয় ও ভাড়া। ০১৭১৫-৩৭০৪৪৭, ০১৭৫৫-৩৩৬১৭।	[80, 778, 256, 848]
tender-row	[995, 1526, 1536, 1562]
tender-row	[995, 1582, 1536, 1602]
tender-cell-n: ০৭.	[995, 1429, 1038, 1449]
tender-phone: ফোন : ০২-৪৮১১৮৯৯১	[1210, 1175, 1322, 1188]
misc-body: সংশোধনী বিজ্ঞপ্তি : গত ০১/১২/২০২১ ইং তারিখে প্রকাশিত বিজ্ঞপ্তির একটি তথ্য সংশোধন করা হলো। সকলকে অবগত করার জন্য অনুরোধ করা হলো।	[269, 1260, 413, 1349]
gtcl-slogans	[432, 1733, 937, 1767]
column-rule	[418, 141, 419, 1629]
classified-item	[80, 1412, 256, 1477]
tender-row	[995, 1469, 1536, 1489]
